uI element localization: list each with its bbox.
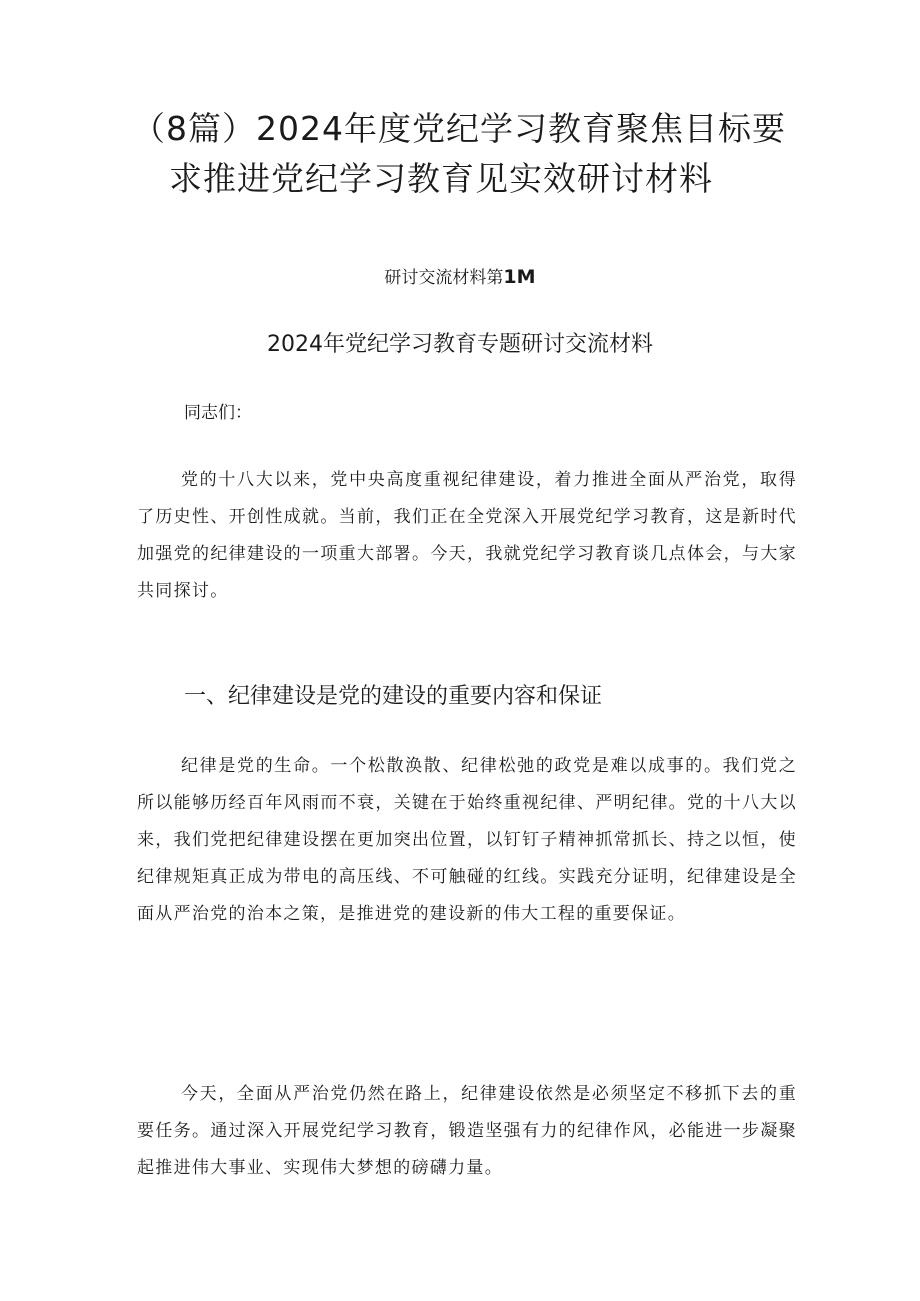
- heading-discipline-construction: 一、纪律建设是党的建设的重要内容和保证: [184, 684, 603, 709]
- paragraph-discipline-life: 纪律是党的生命。一个松散涣散、纪律松弛的政党是难以成事的。我们党之所以能够历经百年风雨而不衰，关键在于始终重视纪律、严明纪律。党的十八大以来，我们党把纪律建设摆在更加突出位置，以钉钉子精神抓常抓长、持之以恒，使纪律规矩真正成为带电的高压线、不可触碰的红线。实践充分证明，纪律建设是全面从严治党的治本之策，是推进党的建设新的伟大工程的重要保证。: [137, 756, 797, 924]
- paragraph-today: 今天，全面从严治党仍然在路上，纪律建设依然是必须坚定不移抓下去的重要任务。通过深入开展党纪学习教育，锻造坚强有力的纪律作风，必能进一步凝聚起推进伟大事业、实现伟大梦想的磅礴力量。: [137, 1084, 797, 1178]
- section-title: 2024年党纪学习教育专题研讨交流材料: [267, 332, 653, 357]
- material-subtitle: [0, 262, 920, 293]
- subtitle-number: 1M: [503, 266, 536, 288]
- document-title: [132, 104, 832, 204]
- document-title-line-2: 求推进党纪学习教育见实效研讨材料: [169, 159, 713, 198]
- salutation: 同志们：: [184, 403, 252, 423]
- paragraph-intro: 党的十八大以来，党中央高度重视纪律建设，着力推进全面从严治党，取得了历史性、开创性成就。当前，我们正在全党深入开展党纪学习教育，这是新时代加强党的纪律建设的一项重大部署。今天，我就党纪学习教育谈几点体会，与大家共同探讨。: [137, 470, 797, 601]
- document-title-line-1: （8篇）2024年度党纪学习教育聚焦目标要: [132, 109, 786, 148]
- subtitle-prefix: 研讨交流材料第: [384, 268, 504, 288]
